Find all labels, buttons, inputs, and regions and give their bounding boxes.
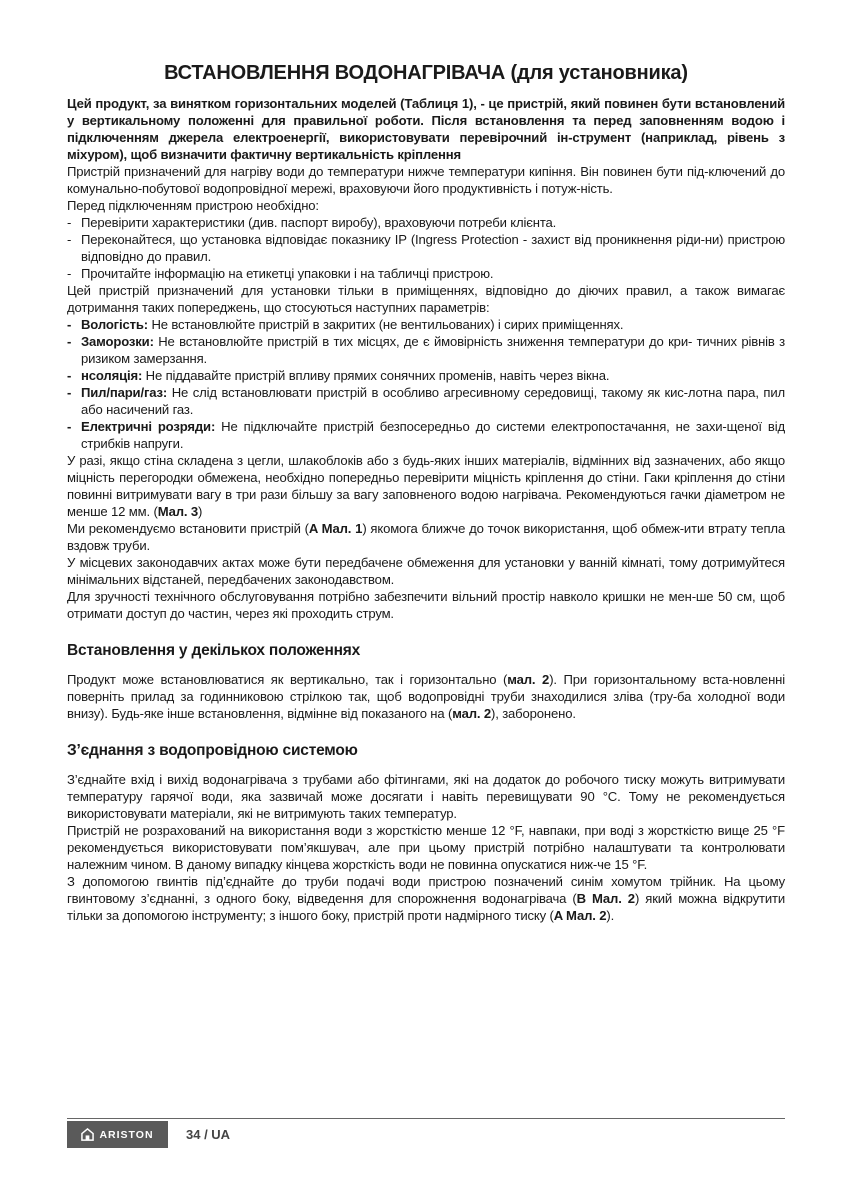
list-item: - Заморозки: Не встановлюйте пристрій в тих місцях, де є ймовірність зниження температури до кри- тичних рівнів з ризиком замерзання. [67, 334, 785, 366]
section-heading-plumbing: З’єднання з водопровідною системою [67, 742, 358, 759]
figure-ref: A Мал. 1 [308, 521, 363, 536]
paragraph-maintenance: Для зручності технічного обслуговування потрібно забезпечити вільний простір навколо кришки не мен-ше 50 см, щоб отримати доступ до частин, через які проходить струм. [67, 589, 785, 621]
param-term: нсоляція: [81, 368, 143, 383]
paragraph-before-connect: Перед підключенням пристрою необхідно: [67, 198, 319, 213]
figure-ref: мал. 2 [452, 706, 492, 721]
list-item: - Перевірити характеристики (див. паспорт виробу), враховуючи потреби клієнта. [67, 215, 557, 230]
param-term: Вологість: [81, 317, 148, 332]
paragraph-plumbing-1: З’єднайте вхід і вихід водонагрівача з трубами або фітингами, які на додаток до робочого тиску можуть витримувати температуру гарячої води, яка зазвичай може досягати і навіть перевищувати 90 °C. Тому не рекомендується використовувати матеріали, які не витримують таких температур. [67, 772, 785, 821]
list-item: - Вологість: Не встановлюйте пристрій в закритих (не вентильованих) і сирих приміщеннях. [67, 317, 624, 332]
brand-logo [67, 1121, 168, 1148]
list-item: - Електричні розряди: Не підключайте пристрій безпосередньо до системи електропостачання, не захи-щеної від стрибків напруги. [67, 419, 785, 451]
page-content [67, 62, 785, 924]
list-item: - Пил/пари/газ: Не слід встановлювати пристрій в особливо агресивному середовищі, такому як кис-лотна пара, пил або насичений газ. [67, 385, 785, 417]
paragraph-plumbing-3: З допомогою гвинтів під’єднайте до труби подачі води пристрою позначений синім хомутом трійник. На цьому гвинтовому з’єднанні, з одного боку, відведення для спорожнення водонагрівача (B Мал. 2) який можна відкрутити тільки за допомогою інструменту; з іншого боку, пристрій проти надмірного тиску (A Мал. 2). [67, 874, 785, 923]
paragraph-wall: У разі, якщо стіна складена з цегли, шлакоблоків або з будь-яких інших матеріалів, відмінних від зазначених, або якщо міцність перегородки обмежена, необхідно попередньо перевірити міцність кріплення до стіни. Гаки кріплення до стіни повинні витримувати вагу в три рази більшу за вагу заповненого водою нагрівача. Рекомендуються гачки діаметром не менше 12 мм. (Мал. 3) [67, 453, 785, 519]
figure-ref: мал. 2 [507, 672, 550, 687]
page-number: 34 / UA [186, 1127, 231, 1142]
page-title: ВСТАНОВЛЕННЯ ВОДОНАГРІВАЧА (для установника) [164, 62, 688, 84]
param-term: Електричні розряди: [81, 419, 216, 434]
intro-warning: Цей продукт, за винятком горизонтальних моделей (Таблиця 1), - це пристрій, який повинен бути встановлений у вертикальному положенні для правильної роботи. Після встановлення та перед заповненням водою і підключенням джерела електроенергії, використовувати перевірочний ін-струмент (наприклад, рівень з міхуром), щоб визначити фактичну вертикальність кріплення [67, 96, 785, 162]
figure-ref: B Мал. 2 [576, 891, 635, 906]
figure-ref: A Мал. 2 [553, 908, 607, 923]
figure-ref: Мал. 3 [157, 504, 199, 519]
list-item: - нсоляція: Не піддавайте пристрій впливу прямих сонячних променів, навіть через вікна. [67, 368, 610, 383]
param-term: Пил/пари/газ: [81, 385, 168, 400]
paragraph-purpose: Пристрій призначений для нагріву води до температури нижче температури кипіння. Він повинен бути під-ключений до комунально-побутової водопровідної мережі, враховуючи його продуктивність і потуж-ність. [67, 164, 785, 196]
ariston-house-icon [81, 1128, 94, 1141]
paragraph-positions: Продукт може встановлюватися як вертикально, так і горизонтально (мал. 2). При горизонтальному вста-новленні поверніть прилад за годинниковою стрілкою так, щоб водопровідні труби знаходилися зліва (тру-ба холодної води внизу). Будь-яке інше встановлення, відмінне від показаного на (мал. 2), заборонено. [67, 672, 785, 721]
footer-divider [67, 1118, 785, 1119]
list-item: - Переконайтеся, що установка відповідає показнику IP (Ingress Protection - захист від проникнення ріди-ни) пристрою відповідно до правил. [67, 232, 785, 264]
paragraph-plumbing-2: Пристрій не розрахований на використання води з жорсткістю менше 12 °F, навпаки, при воді з жорсткістю вище 25 °F рекомендується використовувати пом’якшувач, але при цьому пристрій потрібно налаштувати та контролювати належним чином. В даному випадку кінцева жорсткість води не повинна опускатися ниж-че 15 °F. [67, 823, 785, 872]
checks-list [67, 214, 785, 282]
paragraph-bathroom: У місцевих законодавчих актах може бути передбачене обмеження для установки у ванній кімнаті, тому дотримуйтеся мінімальних відстаней, передбачених законодавством. [67, 555, 785, 587]
section-heading-positions: Встановлення у декількох положеннях [67, 642, 361, 659]
paragraph-indoor: Цей пристрій призначений для установки тільки в приміщеннях, відповідно до діючих правил, а також вимагає дотримання таких попереджень, що стосуються наступних параметрів: [67, 283, 785, 315]
param-term: Заморозки: [81, 334, 154, 349]
params-list [67, 316, 785, 452]
paragraph-placement: Ми рекомендуємо встановити пристрій (A Мал. 1) якомога ближче до точок використання, щоб обмеж-ити втрату тепла вздовж труби. [67, 521, 786, 553]
list-item: - Прочитайте інформацію на етикетці упаковки і на табличці пристрою. [67, 266, 494, 281]
brand-name: ARISTON [99, 1128, 154, 1141]
